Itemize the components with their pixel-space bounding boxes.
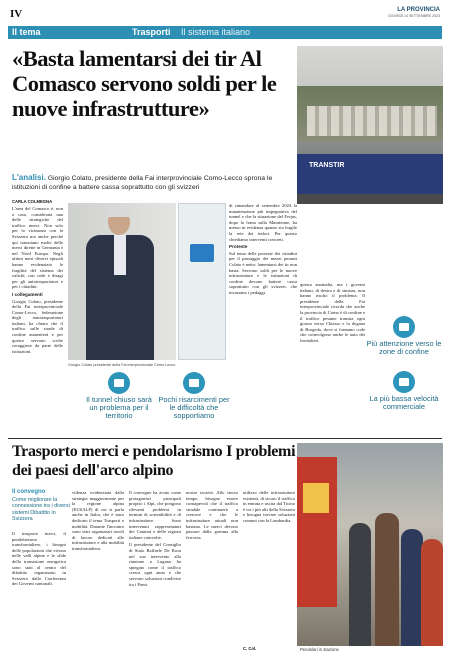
subhead <box>12 174 296 192</box>
section-tag: Il tema <box>12 27 41 37</box>
section-subtopic: Il sistema italiano <box>181 27 251 37</box>
border-icon <box>393 316 415 338</box>
story2-col2-paragraph: videnza evidenziata dalla strategia maggiormente per la regione alpina (EUSALP) di cui si parla anche in Italia, che è stato dedicato il tema Trasporti e mobilità. Durante l'incontro sono stati organizzati tavoli di lavoro dedicati alle infrastrutture e alla mobilità transfrontaliera. <box>72 490 124 551</box>
story2-column-2 <box>72 490 124 651</box>
story2-column-4 <box>186 490 238 651</box>
train-photo-caption: Pendolari in stazione <box>300 647 339 652</box>
subhead-text: Giorgio Colato, presidente della Fai interprovinciale Como-Lecco sprona le istituzioni di confine a battere cassa soprattutto con gli svizzeri <box>12 175 273 191</box>
info-border <box>366 316 442 356</box>
col3-paragraph: questa anomalia, ma i governi italiani, di destra e di sinistra, non hanno risolto il problema. Il presidente della Fai interprovinciale ricorda che anche la provincia di Como è di confine e il traffico pesante transita ogni giorno verso Chiasso e la dogana di Brogeda, dove si formano code che coinvolgono anche le auto dei frontalieri. <box>300 282 365 343</box>
byline: CARLA COLMEGNA <box>12 199 53 204</box>
section-topic: Trasporti <box>132 27 171 37</box>
col1-paragraph: L'area del Comasco è, non a caso, considerata una delle strategiche del traffico merci. Non solo per la vicinanza con la Svizzera ma anche perché qui transitano molte delle merci dirette in Germania e nel Nord Europa. Negli ultimi mesi diversi episodi hanno evidenziato le fragilità del sistema dei valichi, con code e disagi per gli autotrasportatori e per i cittadini. <box>12 206 63 290</box>
story2-signature: C. Col. <box>243 646 257 651</box>
story2-col1-paragraph: Il trasporto merci, il pendolarismo transfrontaliero, i bisogni delle popolazioni che vivono nelle valli alpine e le sfide della transizione energetica sono stati al centro del dibattito organizzato in Svizzera dalla Conferenza dei Governi cantonali. <box>12 531 66 587</box>
buildings <box>307 106 437 136</box>
article-column-1 <box>12 206 63 406</box>
info-compensation-text: Pochi risarcimenti per le difficoltà che sopportiamo <box>158 395 230 421</box>
euro-icon <box>183 372 205 394</box>
story2-column-3 <box>129 490 181 651</box>
article-column-3 <box>300 282 365 406</box>
info-compensation <box>158 372 230 421</box>
info-border-text: Più attenzione verso le zone di confine <box>366 339 442 357</box>
crowd-1 <box>349 523 371 646</box>
story2-column-1 <box>12 531 66 651</box>
story2-col4-paragraph: nostre società. Allo stesso tempo, bisogna essere consapevoli che il traffico stradale continuerà a crescere e che le infrastrutture attuali non bastano. Le merci devono passare dalla gomma alla ferrovia. <box>186 490 238 540</box>
story-divider <box>8 438 442 439</box>
info-speed-text: La più bassa velocità commerciale <box>369 394 439 412</box>
issue-date: GIOVEDÌ 14 SETTEMBRE 2023 <box>388 14 440 18</box>
crowd-2 <box>375 513 399 646</box>
col2-subheading: Proteste <box>229 244 248 250</box>
portrait-caption: Giorgio Colato presidente della Fai interprovinciale Como Lecco <box>68 363 176 367</box>
story2-kicker-text: Come migliorare la connessione tra i diversi sistemi Dibattito in Svizzera <box>12 497 70 523</box>
col1-subheading: I collegamenti <box>12 291 43 297</box>
main-headline: «Basta lamentarsi dei tir Al Comasco servono soldi per le nuove infrastrutture» <box>12 46 277 121</box>
story2-kicker: Il convegno <box>12 489 46 495</box>
rollup-banner <box>178 203 226 360</box>
story2-col5-paragraph: utilizzo delle infrastrutture esistenti, di sicuro il traffico in entrata e uscita dal Ticino è tra i più alti della Svizzera e bisogna trovare soluzioni comuni con la Lombardia. <box>243 490 295 523</box>
crowd-4 <box>421 539 443 646</box>
subhead-lead: L'analisi. <box>12 173 46 182</box>
info-speed <box>366 371 442 411</box>
truck-photo <box>297 46 443 204</box>
person-shirt <box>114 235 126 275</box>
info-tunnel <box>84 372 154 421</box>
person-hair <box>108 207 130 217</box>
crowd-3 <box>401 529 423 646</box>
train-carriage <box>297 457 337 607</box>
train-photo <box>297 443 443 646</box>
road <box>297 194 443 204</box>
info-tunnel-text: Il tunnel chiuso sarà un problema per il territorio <box>86 395 152 421</box>
speed-icon <box>393 371 415 393</box>
col1-paragraph-2: Giorgio Colato, presidente della Fai interprovinciale Como-Lecco, federazione degli autotrasportatori italiani, ha chiaro che il traffico sulle strade di confine aumenterà e per questo servono scelte coraggiose da parte delle istituzioni. <box>12 298 63 354</box>
trailer-banner: TRANSTIR <box>309 162 345 169</box>
article-column-2 <box>229 203 297 406</box>
story2-column-5 <box>243 490 295 645</box>
tunnel-icon <box>108 372 130 394</box>
truck-trailer <box>297 154 443 194</box>
story2-col3-paragraph-2: Il presidente del Consiglio di Stato Raffaele De Rosa nel suo intervento alla riunione a Lugano ha spiegato come il traffico cresca ogni anno e che servono soluzioni condivise tra i Paesi. <box>129 542 181 587</box>
col2-paragraph: di rimandare al settembre 2024 la manutenzione più impegnativa del tunnel e che la situazione del Frejus, dopo la frana sulla Maurienne, ha messo in evidenza quanto sia fragile la rete dei trafori. Per questo chiediamo interventi concreti. <box>229 203 297 242</box>
story2-col3-paragraph: Il convegno ha avuto come protagonisti principali proprio i Alpi, che pongono rilevanti problemi in termini di sostenibilità e di infrastrutture. Sono intervenuti rappresentanti dei Cantoni e delle regioni italiane coinvolte. <box>129 490 181 540</box>
col2-paragraph-2: Sul tema delle proteste dei cittadini per il passaggio dei mezzi pesanti Colato è netto: lamentarsi dei tir non basta. Servono soldi per le nuove infrastrutture e le istituzioni di confine devono battere cassa soprattutto con gli svizzeri, che incassano i pedaggi. <box>229 250 297 295</box>
rollup-logo <box>190 244 214 262</box>
story2-headline: Trasporto merci e pendolarismo I problemi dei paesi dell'arco alpino <box>12 443 296 479</box>
train-window <box>303 483 329 513</box>
portrait-photo <box>68 203 176 360</box>
page-number: IV <box>10 8 23 20</box>
newspaper-logo: LA PROVINCIA <box>397 7 440 13</box>
